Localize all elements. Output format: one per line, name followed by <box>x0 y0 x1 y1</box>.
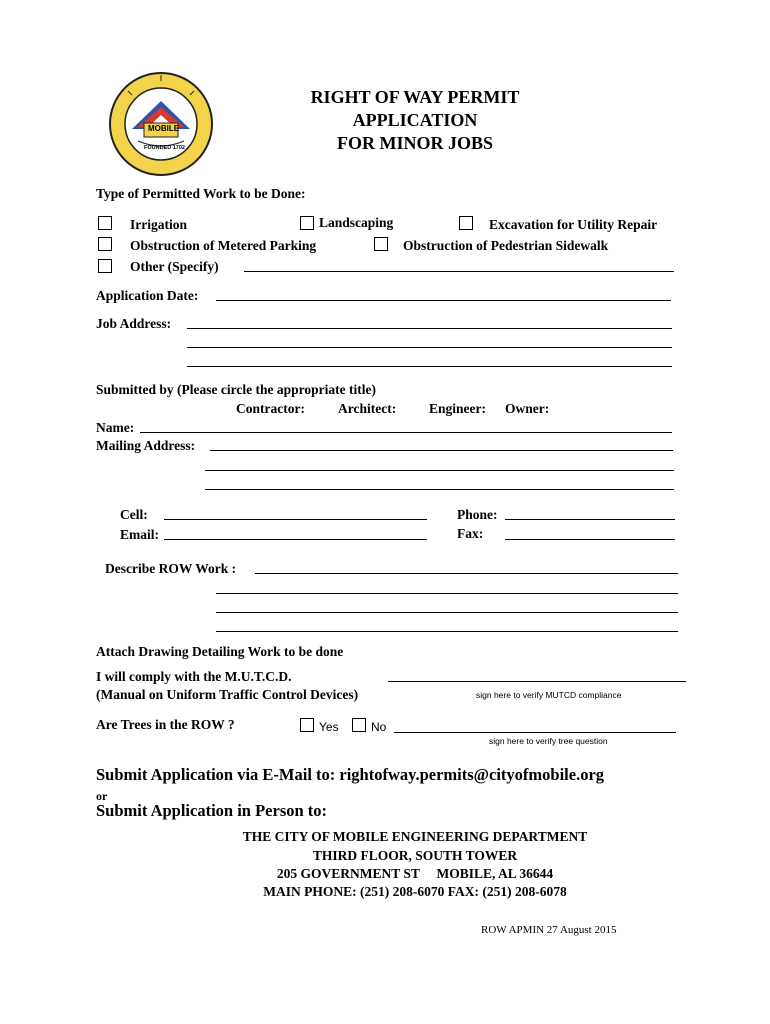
title-line-3: FOR MINOR JOBS <box>336 133 493 153</box>
job-address-line-1[interactable] <box>187 328 672 329</box>
trees-question-label: Are Trees in the ROW ? <box>96 717 235 732</box>
address-line-2: THIRD FLOOR, SOUTH TOWER <box>312 848 518 863</box>
submitted-by-label: Submitted by (Please circle the appropriate title) <box>96 382 376 397</box>
city-seal <box>108 71 214 177</box>
submit-in-person-text: Submit Application in Person to: <box>96 801 328 820</box>
label-trees-yes: Yes <box>319 720 339 734</box>
submit-email-text: Submit Application via E-Mail to: rightofway.permits@cityofmobile.org <box>96 765 605 784</box>
email-label: Email: <box>120 527 159 542</box>
address-line-3: 205 GOVERNMENT ST MOBILE, AL 36644 <box>276 866 554 881</box>
mutcd-signature-line[interactable] <box>388 681 686 682</box>
checkbox-trees-no[interactable] <box>352 718 366 732</box>
checkbox-excavation[interactable] <box>459 216 473 230</box>
mailing-address-line-2[interactable] <box>205 470 674 471</box>
name-line[interactable] <box>140 432 672 433</box>
cell-label: Cell: <box>120 507 148 522</box>
other-specify-line[interactable] <box>244 271 674 272</box>
seal-founded-text: FOUNDED 1702 <box>144 145 185 151</box>
fax-line[interactable] <box>505 539 675 540</box>
mailing-address-line-3[interactable] <box>205 489 674 490</box>
title-line-1: RIGHT OF WAY PERMIT <box>310 87 520 107</box>
address-line-4: MAIN PHONE: (251) 208-6070 FAX: (251) 208-6078 <box>263 884 567 899</box>
trees-signature-line[interactable] <box>394 732 676 733</box>
checkbox-irrigation[interactable] <box>98 216 112 230</box>
address-line-1: THE CITY OF MOBILE ENGINEERING DEPARTMENT <box>242 829 588 844</box>
label-excavation: Excavation for Utility Repair <box>489 217 658 232</box>
title-owner[interactable]: Owner: <box>505 401 550 416</box>
seal-center-text: MOBILE <box>148 124 180 133</box>
describe-line-4[interactable] <box>216 631 678 632</box>
describe-line-3[interactable] <box>216 612 678 613</box>
application-date-line[interactable] <box>216 300 671 301</box>
label-other: Other (Specify) <box>130 259 219 274</box>
label-trees-no: No <box>371 720 387 734</box>
checkbox-metered-parking[interactable] <box>98 237 112 251</box>
title-line-2: APPLICATION <box>352 110 478 130</box>
work-type-label: Type of Permitted Work to be Done: <box>96 186 306 201</box>
mutcd-line-2: (Manual on Uniform Traffic Control Devices) <box>96 687 359 702</box>
title-architect[interactable]: Architect: <box>338 401 397 416</box>
mailing-address-line-1[interactable] <box>210 450 673 451</box>
mutcd-line-1: I will comply with the M.U.T.C.D. <box>96 669 292 684</box>
mailing-address-label: Mailing Address: <box>96 438 196 453</box>
label-metered-parking: Obstruction of Metered Parking <box>130 238 317 253</box>
or-text: or <box>96 789 108 803</box>
email-line[interactable] <box>164 539 427 540</box>
job-address-line-3[interactable] <box>187 366 672 367</box>
label-landscaping: Landscaping <box>319 215 394 230</box>
attach-drawing-label: Attach Drawing Detailing Work to be done <box>96 644 344 659</box>
checkbox-sidewalk[interactable] <box>374 237 388 251</box>
fax-label: Fax: <box>457 526 484 541</box>
title-contractor[interactable]: Contractor: <box>236 401 305 416</box>
describe-line-1[interactable] <box>255 573 678 574</box>
cell-line[interactable] <box>164 519 427 520</box>
form-footer-code: ROW APMIN 27 August 2015 <box>481 924 617 936</box>
phone-line[interactable] <box>505 519 675 520</box>
checkbox-trees-yes[interactable] <box>300 718 314 732</box>
trees-sign-hint: sign here to verify tree question <box>489 736 608 746</box>
name-label: Name: <box>96 420 135 435</box>
checkbox-landscaping[interactable] <box>300 216 314 230</box>
describe-row-work-label: Describe ROW Work : <box>105 561 237 576</box>
application-date-label: Application Date: <box>96 288 199 303</box>
job-address-line-2[interactable] <box>187 347 672 348</box>
page-title <box>240 86 590 155</box>
title-engineer[interactable]: Engineer: <box>429 401 486 416</box>
label-irrigation: Irrigation <box>130 217 187 232</box>
checkbox-other[interactable] <box>98 259 112 273</box>
phone-label: Phone: <box>457 507 498 522</box>
mutcd-sign-hint: sign here to verify MUTCD compliance <box>476 690 622 700</box>
label-sidewalk: Obstruction of Pedestrian Sidewalk <box>403 238 609 253</box>
describe-line-2[interactable] <box>216 593 678 594</box>
job-address-label: Job Address: <box>96 316 172 331</box>
